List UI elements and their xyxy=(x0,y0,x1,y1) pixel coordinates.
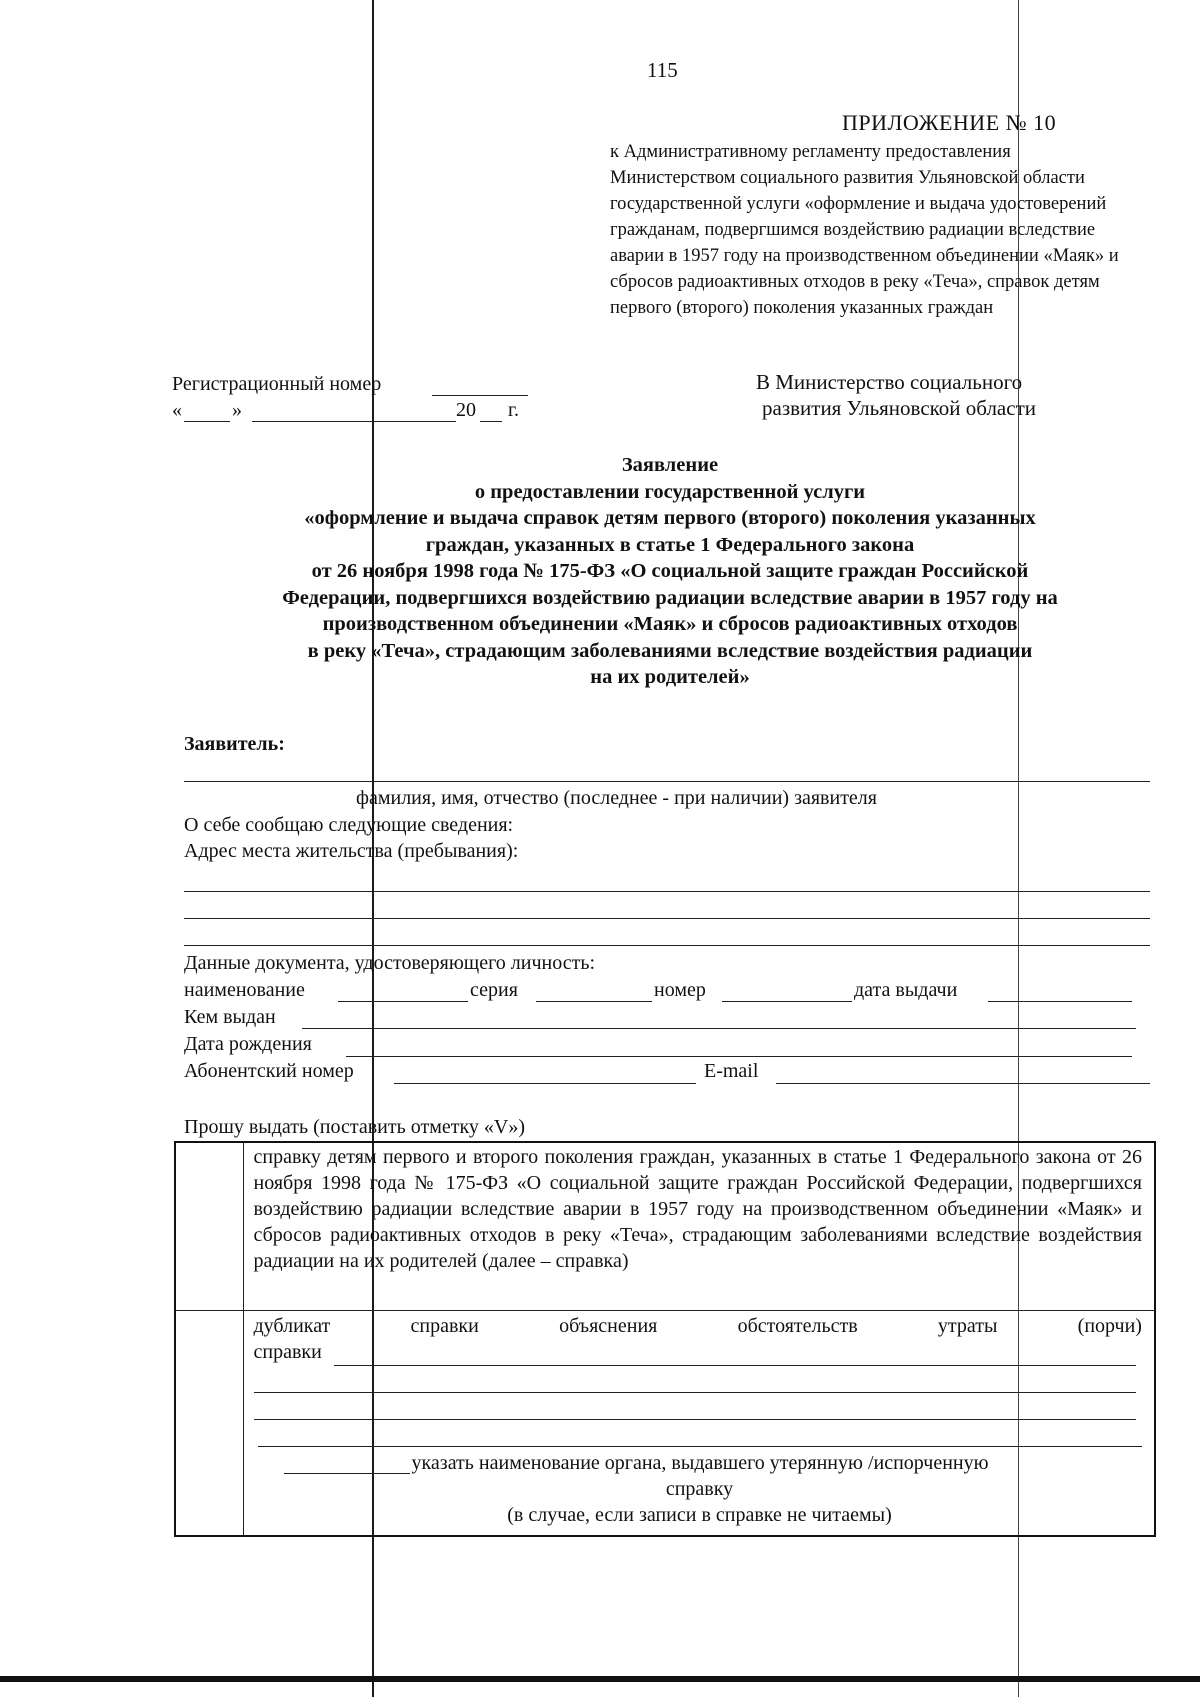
registration-year-suffix: г. xyxy=(508,399,519,421)
registration-date-close: » xyxy=(232,399,242,421)
request-option-row xyxy=(175,1310,1155,1536)
request-option-2-organ-field[interactable] xyxy=(284,1473,410,1474)
registration-number-field[interactable] xyxy=(432,395,528,396)
heading-line: о предоставлении государственной услуги xyxy=(474,480,866,503)
request-option-row xyxy=(175,1142,1155,1310)
page-number: 115 xyxy=(647,58,678,82)
heading-line: Федерации, подвергшихся воздействию радиации вследствие аварии в 1957 году на xyxy=(282,586,1058,609)
heading-line: в реку «Теча», страдающим заболеваниями вследствие воздействия радиации xyxy=(307,639,1033,662)
heading-line: граждан, указанных в статье 1 Федерального закона xyxy=(425,533,915,556)
id-series-field[interactable] xyxy=(536,1001,652,1002)
registration-number-label: Регистрационный номер xyxy=(172,373,382,395)
request-option-2-word: (порчи) xyxy=(1077,1314,1142,1337)
id-issued-by-label: Кем выдан xyxy=(184,1006,276,1028)
address-field-line-3[interactable] xyxy=(184,945,1150,946)
birth-date-field[interactable] xyxy=(346,1056,1132,1057)
applicant-fio-caption: фамилия, имя, отчество (последнее - при наличии) заявителя xyxy=(356,787,877,809)
form-heading xyxy=(190,452,1150,691)
heading-line: производственном объединении «Маяк» и сбросов радиоактивных отходов xyxy=(322,613,1018,635)
applicant-fio-field[interactable] xyxy=(184,781,1150,782)
request-option-2-field-line-1[interactable] xyxy=(334,1365,1136,1366)
registration-year-prefix: 20 xyxy=(456,399,476,421)
request-option-2-word: утраты xyxy=(937,1314,998,1337)
registration-month-field[interactable] xyxy=(252,421,456,422)
request-option-2-text xyxy=(244,1311,1155,1367)
id-issue-date-label: дата выдачи xyxy=(854,979,958,1001)
request-option-2-tail: справки xyxy=(253,1340,322,1363)
id-issue-date-field[interactable] xyxy=(988,1001,1132,1002)
request-option-2-word: объяснения xyxy=(559,1314,658,1337)
appendix-text: к Административному регламенту предоставления Министерством социального развития Ульяновской области государственной услуги «оформление и выдача удостоверений гражданам, подвергшимся воздействию радиации вследствие аварии в 1957 году на производственном объединении «Маяк» и сбросов радиоактивных отходов в реку «Теча», справок детям первого (второго) поколения указанных граждан xyxy=(610,142,1119,318)
id-series-label: серия xyxy=(470,979,518,1001)
email-field[interactable] xyxy=(776,1083,1150,1084)
request-option-1-checkbox[interactable] xyxy=(175,1142,243,1310)
request-option-2-cell xyxy=(243,1310,1155,1536)
heading-line: «оформление и выдача справок детям первого (второго) поколения указанных xyxy=(304,507,1036,529)
request-label: Прошу выдать (поставить отметку «V») xyxy=(184,1116,526,1138)
form-title: Заявление xyxy=(621,454,719,476)
applicant-about-label: О себе сообщаю следующие сведения: xyxy=(184,814,514,836)
request-options-table xyxy=(174,1141,1156,1537)
request-option-2-word: справки xyxy=(410,1314,479,1337)
request-option-2-word: дубликат xyxy=(253,1314,331,1337)
request-option-2-field-line-3[interactable] xyxy=(254,1419,1136,1420)
address-field-line-2[interactable] xyxy=(184,918,1150,919)
phone-label: Абонентский номер xyxy=(184,1060,354,1082)
id-name-label: наименование xyxy=(184,979,305,1001)
heading-line: от 26 ноября 1998 года № 175-ФЗ «О социальной защите граждан Российской xyxy=(311,560,1029,582)
heading-line: на их родителей» xyxy=(590,666,750,688)
birth-date-label: Дата рождения xyxy=(184,1033,312,1055)
email-label: E-mail xyxy=(704,1060,759,1082)
request-option-2-caption-3: (в случае, если записи в справке не читаемы) xyxy=(507,1503,892,1526)
address-label: Адрес места жительства (пребывания): xyxy=(184,840,519,862)
request-option-2-checkbox[interactable] xyxy=(175,1310,243,1536)
registration-date-open: « xyxy=(172,399,182,421)
request-option-2-caption-2: справку xyxy=(665,1477,734,1500)
id-number-label: номер xyxy=(654,979,706,1001)
scan-artifact-bottom-edge xyxy=(0,1676,1200,1682)
registration-year-field[interactable] xyxy=(480,421,502,422)
request-option-2-field-line-4[interactable] xyxy=(258,1446,1142,1447)
id-issued-by-field[interactable] xyxy=(302,1028,1136,1029)
registration-day-field[interactable] xyxy=(184,421,230,422)
id-name-field[interactable] xyxy=(338,1001,468,1002)
addressee-line-2: развития Ульяновской области xyxy=(762,396,1036,420)
id-number-field[interactable] xyxy=(722,1001,852,1002)
request-option-2-word: обстоятельств xyxy=(737,1314,858,1337)
appendix-title: ПРИЛОЖЕНИЕ № 10 xyxy=(842,110,1057,135)
request-option-2-caption-1: указать наименование органа, выдавшего утерянную /испорченную xyxy=(411,1451,989,1474)
request-option-2-field-line-2[interactable] xyxy=(254,1392,1136,1393)
id-document-title: Данные документа, удостоверяющего личность: xyxy=(184,952,596,974)
request-option-2-first-line xyxy=(254,1313,1143,1339)
address-field-line-1[interactable] xyxy=(184,891,1150,892)
phone-field[interactable] xyxy=(394,1083,696,1084)
request-option-1-cell xyxy=(243,1142,1155,1310)
addressee-line-1: В Министерство социального xyxy=(756,370,1023,394)
applicant-label: Заявитель: xyxy=(184,733,285,755)
request-option-1-text: справку детям первого и второго поколения граждан, указанных в статье 1 Федерального закона от 26 ноября 1998 года № 175-ФЗ «О социальной защите граждан Российской Федерации, подвергшихся воздействию радиации вследствие аварии в 1957 году на производственном объединении «Маяк» и сбросов радиоактивных отходов в реку «Теча», страдающим заболеваниями вследствие воздействия радиации на их родителей (далее – справка) xyxy=(253,1146,1142,1272)
